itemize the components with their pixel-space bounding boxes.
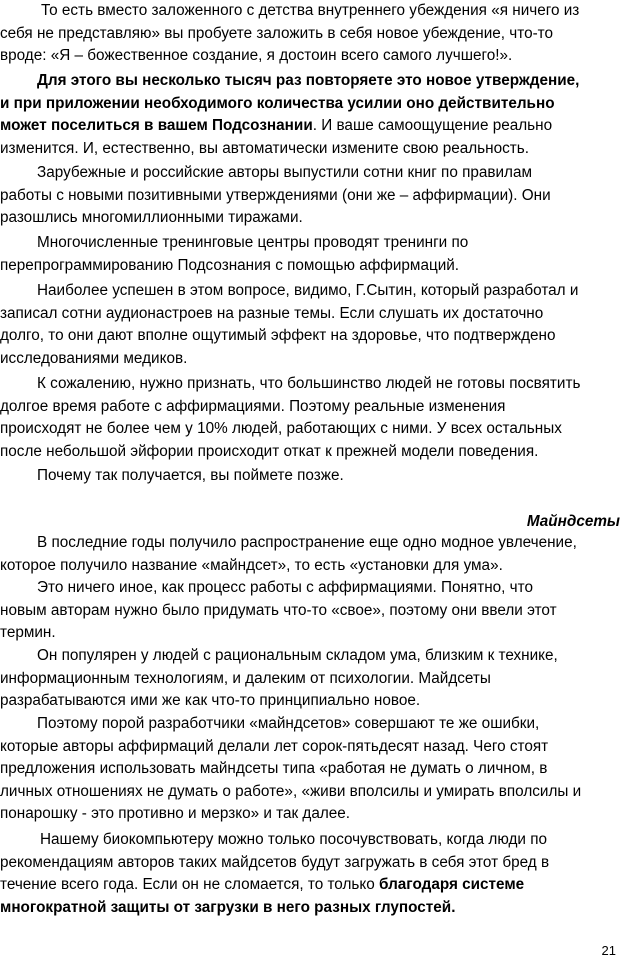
text-line: То есть вместо заложенного с детства внутреннего убеждения «я ничего из: [41, 2, 580, 19]
text-line: Зарубежные и российские авторы выпустили сотни книг по правилам: [37, 164, 533, 181]
text-line: разрабатываются ими же как что-то принципиально новое.: [0, 692, 421, 709]
bold-text: многократной защиты от загрузки в него разных глупостей.: [0, 898, 456, 916]
text-line: В последние годы получило распространение еще одно модное увлечение,: [37, 534, 577, 551]
text-line: долго, то они дают вполне ощутимый эффект на здоровье, что подтверждено: [0, 327, 556, 344]
text-line: долгое время работе с аффирмациями. Поэтому реальные изменения: [0, 397, 506, 415]
text-line: Нашему биокомпьютеру можно только посочувствовать, когда люди по: [40, 831, 547, 848]
text-line: термин.: [0, 624, 56, 641]
text-run: течение всего года. Если он не сломается, то только: [0, 876, 379, 893]
text-line: которые авторы аффирмаций делали лет сорок-пятьдесят назад. Чего стоят: [0, 737, 549, 755]
text-line: предложения использовать майндсеты типа «работая не думать о личном, в: [0, 760, 548, 777]
paragraph-10: [0, 713, 614, 826]
text-line: Многочисленные тренинговые центры проводят тренинги по: [37, 234, 469, 251]
text-line: информационным технологиям, и далеким от психологии. Майдсеты: [0, 669, 491, 687]
text-line: себя не представляю» вы пробуете заложить в себя новое убеждение, что-то: [0, 24, 554, 42]
text-line: Он популярен у людей с рациональным складом ума, близким к технике,: [37, 647, 558, 664]
text-line: происходят не более чем у 10% людей, работающих с ними. У всех остальных: [0, 420, 562, 437]
section-heading: Майндсеты: [526, 513, 620, 530]
paragraph-3: [0, 162, 614, 230]
text-line: Это ничего иное, как процесс работы с аффирмациями. Понятно, что: [37, 579, 533, 596]
text-line: записал сотни аудионастроев на разные темы. Если слушать их достаточно: [0, 304, 544, 322]
paragraph-6: [0, 373, 614, 463]
text-line: Поэтому порой разработчики «майндсетов» совершают те же ошибки,: [37, 715, 540, 732]
paragraph-11: [0, 829, 614, 919]
text-line: разошлись многомиллионными тиражами.: [0, 209, 303, 226]
paragraph-9: [0, 645, 614, 713]
text-line: рекомендациям авторов таких майдсетов будут загружать в себя этот бред в: [0, 853, 550, 871]
text-line: перепрограммированию Подсознания с помощью аффирмаций.: [0, 256, 460, 274]
text-line: [0, 874, 614, 897]
paragraph-2: [0, 70, 614, 160]
paragraph-8: [0, 532, 614, 645]
text-line: после небольшой эйфории происходит откат к прежней модели поведения.: [0, 442, 539, 460]
text-line: понарошку - это противно и мерзко» и так далее.: [0, 805, 351, 822]
text-line: [0, 897, 614, 920]
text-line: исследованиями медиков.: [0, 349, 188, 367]
text-line: [0, 115, 614, 138]
text-line: вроде: «Я – божественное создание, я достоин всего самого лучшего!».: [0, 47, 513, 64]
text-line: работы с новыми позитивными утверждениями (они же – аффирмации). Они: [0, 186, 551, 204]
text-line: которое получило название «майндсет», то есть «установки для ума».: [0, 556, 503, 574]
text-line: личных отношениях не думать о работе», «живи вполсилы и умирать вполсилы и: [0, 782, 582, 800]
text-line: Почему так получается, вы поймете позже.: [37, 467, 344, 484]
text-line: новым авторам нужно было придумать что-то «свое», поэтому они ввели этот: [0, 601, 557, 619]
bold-text: благодаря системе: [379, 876, 525, 893]
text-line: Наиболее успешен в этом вопросе, видимо, Г.Сытин, который разработал и: [37, 282, 579, 299]
bold-text: может поселиться в вашем Подсознании: [0, 117, 313, 134]
text-line: К сожалению, нужно признать, что большинство людей не готовы посвятить: [37, 375, 581, 392]
paragraph-5: [0, 280, 614, 370]
page-number: 21: [601, 943, 616, 958]
text-line: [0, 93, 614, 116]
paragraph-4: [0, 232, 614, 277]
paragraph-7: [0, 465, 614, 488]
text-line: изменится. И, естественно, вы автоматически измените свою реальность.: [0, 139, 529, 157]
paragraph-1: [0, 0, 614, 68]
bold-text: и при приложении необходимого количества усилии оно действительно: [0, 94, 555, 112]
text-line: [0, 70, 614, 93]
bold-text: Для этого вы несколько тысяч раз повторяете это новое утверждение,: [37, 72, 580, 89]
text-run: . И ваше самоощущение реально: [312, 117, 553, 134]
